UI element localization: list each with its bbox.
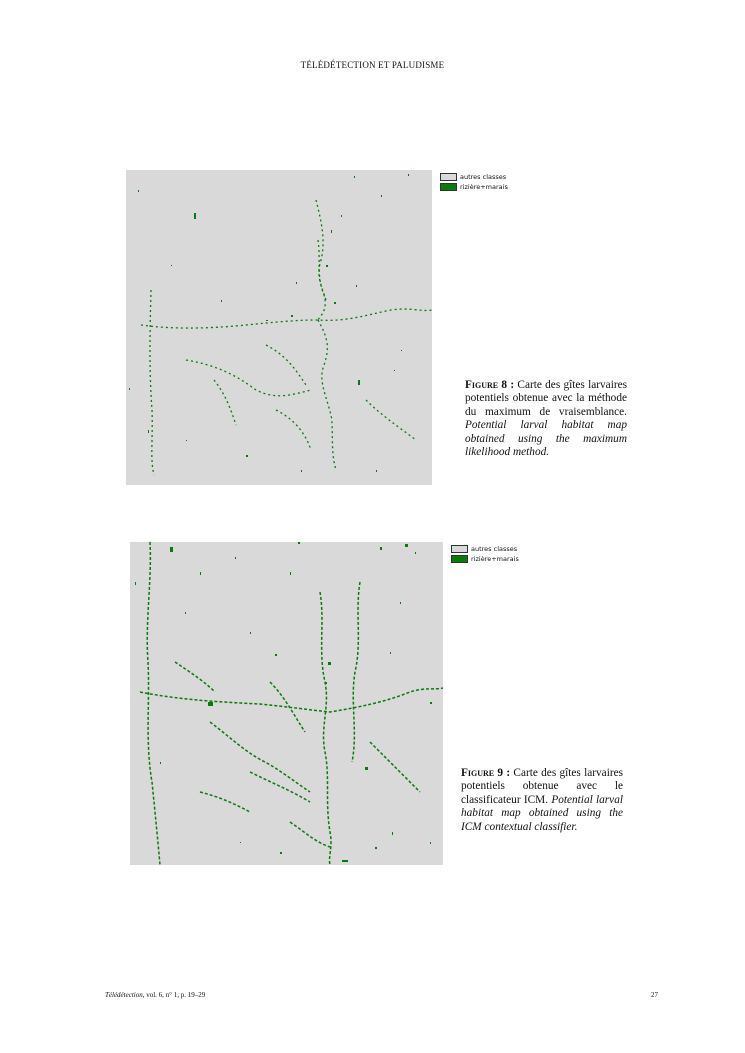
figure-9-caption-fr: Carte des gîtes larvaires potentiels obtenue avec le classificateur ICM.	[461, 767, 624, 806]
larval-habitat-map-icm	[130, 542, 443, 865]
legend-item-rice-marsh	[440, 182, 508, 192]
habitat-specks-9	[135, 542, 432, 862]
habitat-specks-8	[129, 174, 409, 472]
legend-label-other-classes: autres classes	[460, 172, 507, 181]
swatch-rice-marsh	[451, 555, 468, 563]
figure-8-caption-en: Potential larval habitat map obtained using the maximum likelihood method.	[465, 419, 627, 459]
legend-item-rice-marsh	[451, 554, 519, 564]
journal-name: Télédétection	[105, 991, 143, 999]
swatch-other-classes	[440, 173, 457, 181]
habitat-network-9	[140, 542, 443, 865]
map-8-raster	[126, 170, 432, 485]
page-number: 27	[651, 991, 658, 999]
larval-habitat-map-maximum-likelihood	[126, 170, 432, 485]
swatch-rice-marsh	[440, 183, 457, 191]
figure-8-label: Figure 8 :	[465, 379, 515, 391]
figure-9-caption-en: Potential larval habitat map obtained using the ICM contextual classifier.	[461, 793, 623, 833]
running-head: TÉLÉDÉTECTION ET PALUDISME	[300, 60, 445, 70]
figure-9-label: Figure 9 :	[461, 767, 511, 779]
legend-label-rice-marsh: rizière+marais	[471, 554, 519, 563]
legend-item-other-classes	[440, 172, 508, 182]
journal-reference: , vol. 6, n° 1, p. 19–29	[142, 991, 206, 999]
journal-citation	[105, 991, 205, 999]
figure-8-caption-fr: Carte des gîtes larvaires potentiels obtenue avec la méthode du maximum de vraisemblance.	[465, 379, 628, 418]
map-9-raster	[130, 542, 443, 865]
swatch-other-classes	[451, 545, 468, 553]
legend-figure-8	[440, 172, 508, 192]
habitat-network-8	[141, 200, 432, 475]
legend-item-other-classes	[451, 544, 519, 554]
legend-label-other-classes: autres classes	[471, 544, 518, 553]
legend-label-rice-marsh: rizière+marais	[460, 182, 508, 191]
legend-figure-9	[451, 544, 519, 564]
figure-8-caption	[465, 379, 627, 459]
figure-9-caption	[461, 767, 623, 834]
